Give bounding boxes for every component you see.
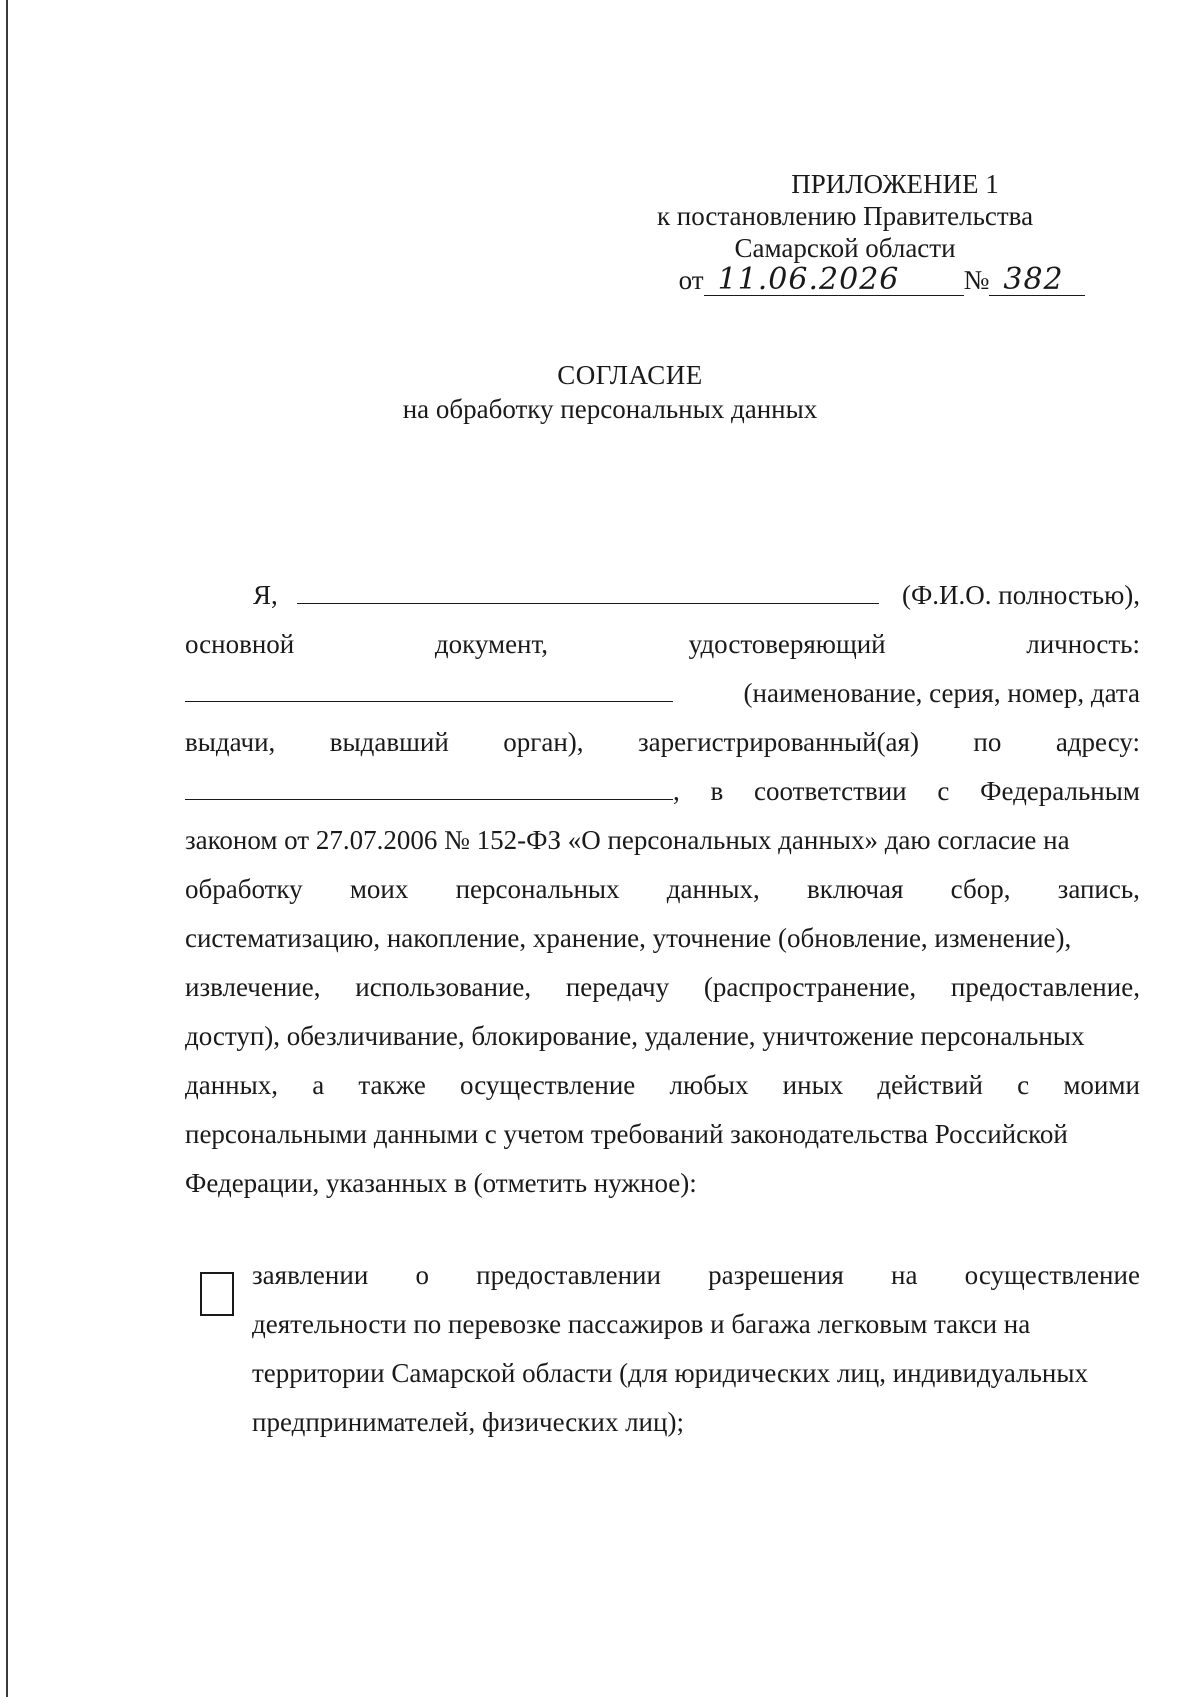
fio-hint: (Ф.И.О. полностью), <box>901 580 1140 610</box>
doc-row <box>185 629 1140 678</box>
address-line-word: соответствии <box>754 776 907 806</box>
extraction-words <box>185 972 1140 1003</box>
annex-line-resolution: к постановлению Правительства <box>656 201 1034 231</box>
issued-words <box>185 727 1140 758</box>
doc-line-word: удостоверяющий <box>688 629 886 659</box>
data-line-word: а <box>312 1070 325 1100</box>
option-1-line-1-word: осуществление <box>964 1260 1140 1290</box>
address-line-word: , <box>673 776 680 806</box>
issued-line-word: орган), <box>503 727 584 757</box>
data-line-word: любых <box>669 1070 749 1100</box>
address-input-line[interactable] <box>185 777 673 800</box>
processing-line-word: сбор, <box>950 874 1011 904</box>
doc-line-word: документ, <box>434 629 549 659</box>
issued-line-word: выдавший <box>329 727 449 757</box>
processing-words <box>185 874 1140 905</box>
option-1-line-4 <box>252 1407 1140 1456</box>
document-hint: (наименование, серия, номер, дата <box>743 678 1140 708</box>
data-line-word: данных, <box>185 1070 279 1100</box>
address-line-word: в <box>710 776 724 806</box>
address-row <box>185 776 1140 825</box>
consent-body <box>185 580 1140 1217</box>
issued-line-word: зарегистрированный(ая) <box>637 727 919 757</box>
issued-line-word: выдачи, <box>185 727 276 757</box>
annex-date-row <box>560 264 1130 296</box>
processing-line-word: обработку <box>185 874 303 904</box>
systematize-text: систематизацию, накопление, хранение, уточнение (обновление, изменение), <box>185 923 1072 953</box>
option-1-line-1-word: о <box>415 1260 429 1290</box>
number-field <box>989 262 1085 297</box>
option-1-line-4-text: предпринимателей, физических лиц); <box>252 1407 684 1437</box>
address-line-word: с <box>937 776 950 806</box>
option-1-text <box>252 1260 1140 1456</box>
processing-line-word: моих <box>349 874 409 904</box>
access-row <box>185 1021 1140 1070</box>
option-1-line-1-word: предоставлении <box>476 1260 661 1290</box>
fio-row <box>185 580 1140 629</box>
option-1-line-1 <box>252 1260 1140 1309</box>
date-label: от <box>678 265 704 295</box>
extraction-line-word: использование, <box>355 972 532 1002</box>
scan-edge <box>6 0 8 1697</box>
option-1-line-3 <box>252 1358 1140 1407</box>
address-line-word: Федеральным <box>980 776 1140 806</box>
extraction-row <box>185 972 1140 1021</box>
option-1-line-2-text: деятельности по перевозке пассажиров и багажа легковым такси на <box>252 1309 1031 1339</box>
option-1-line-2 <box>252 1309 1140 1358</box>
personal-text: персональными данными с учетом требований законодательства Российской <box>185 1119 1068 1149</box>
option-1-line-3-text: территории Самарской области (для юридических лиц, индивидуальных <box>252 1358 1088 1388</box>
access-text: доступ), обезличивание, блокирование, удаление, уничтожение персональных <box>185 1021 1085 1051</box>
document-title: СОГЛАСИЕ <box>557 360 703 390</box>
data-line-word: действий <box>877 1070 983 1100</box>
data-line-word: иных <box>782 1070 844 1100</box>
federation-text: Федерации, указанных в (отметить нужное): <box>185 1168 697 1198</box>
extraction-line-word: (распространение, <box>703 972 917 1002</box>
issued-line-word: по <box>973 727 1002 757</box>
option-1-line-1-word: заявлении <box>252 1260 369 1290</box>
data-line-word: с <box>1017 1070 1030 1100</box>
annex-title: ПРИЛОЖЕНИЕ 1 <box>791 169 999 199</box>
option-1-checkbox[interactable] <box>200 1272 234 1316</box>
law-text: законом от 27.07.2006 № 152-ФЗ «О персональных данных» даю согласие на <box>185 825 1070 855</box>
issued-line-word: адресу: <box>1055 727 1140 757</box>
data-row <box>185 1070 1140 1119</box>
data-line-word: осуществление <box>460 1070 636 1100</box>
processing-line-word: данных, <box>666 874 760 904</box>
systematize-row <box>185 923 1140 972</box>
data-line-word: также <box>358 1070 426 1100</box>
extraction-line-word: извлечение, <box>185 972 321 1002</box>
data-words <box>185 1070 1140 1101</box>
extraction-line-word: передачу <box>565 972 670 1002</box>
annex-line-region: Самарской области <box>734 233 956 263</box>
fio-input-line[interactable] <box>297 581 879 604</box>
number-label: № <box>963 265 990 295</box>
processing-line-word: персональных <box>455 874 620 904</box>
data-line-word: моими <box>1063 1070 1140 1100</box>
document-heading <box>0 358 1200 426</box>
option-1-line-1-word: на <box>891 1260 918 1290</box>
doc-words <box>185 629 1140 660</box>
law-row <box>185 825 1140 874</box>
address-tail-words <box>673 776 1140 807</box>
date-field <box>704 262 964 297</box>
annex-header <box>560 168 1130 296</box>
extraction-line-word: предоставление, <box>950 972 1140 1002</box>
processing-row <box>185 874 1140 923</box>
i-label: Я, <box>253 580 278 610</box>
doc-line-word: личность: <box>1026 629 1140 659</box>
federation-row <box>185 1168 1140 1217</box>
issued-row <box>185 727 1140 776</box>
document-subtitle: на обработку персональных данных <box>402 394 818 424</box>
personal-row <box>185 1119 1140 1168</box>
option-1-line-1-word: разрешения <box>708 1260 844 1290</box>
processing-line-word: включая <box>806 874 904 904</box>
processing-line-word: запись, <box>1057 874 1140 904</box>
doc-line-word: основной <box>185 629 295 659</box>
doc-detail-row <box>185 678 1140 727</box>
document-input-line[interactable] <box>185 679 673 702</box>
handwritten-number: 382 <box>1003 262 1064 297</box>
option-1-words <box>252 1260 1140 1291</box>
handwritten-date: 11.06.2026 <box>717 262 900 297</box>
